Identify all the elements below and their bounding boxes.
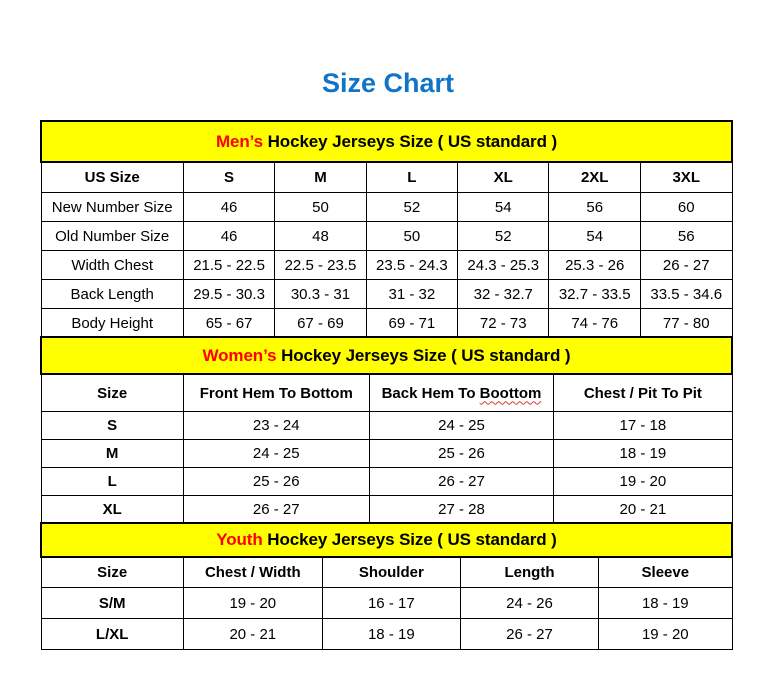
- table-cell: 19 - 20: [599, 619, 732, 650]
- table-row: [41, 440, 732, 468]
- table-row: [41, 280, 732, 309]
- table-cell: 24 - 25: [183, 440, 369, 468]
- table-row: [41, 309, 732, 338]
- table-cell: 24.3 - 25.3: [458, 251, 549, 280]
- table-cell: 24 - 25: [369, 412, 553, 440]
- column-header: Length: [460, 557, 598, 588]
- column-header: Size: [41, 557, 183, 588]
- table-cell: 56: [640, 222, 732, 251]
- table-cell: 56: [549, 193, 640, 222]
- table-cell: 23 - 24: [183, 412, 369, 440]
- table-cell: 32.7 - 33.5: [549, 280, 640, 309]
- womens-section-banner: [41, 337, 732, 374]
- column-header-with-typo: [369, 374, 553, 412]
- table-row: [41, 251, 732, 280]
- table-cell: 48: [275, 222, 366, 251]
- table-cell: 69 - 71: [366, 309, 457, 338]
- table-cell: 30.3 - 31: [275, 280, 366, 309]
- mens-header-row: [41, 162, 732, 193]
- youth-section-banner: [41, 523, 732, 557]
- table-cell: 27 - 28: [369, 496, 553, 524]
- table-cell: 18 - 19: [322, 619, 460, 650]
- womens-banner-row: [41, 337, 732, 374]
- row-label: S: [41, 412, 183, 440]
- youth-banner-highlight: Youth: [216, 530, 263, 549]
- table-cell: 29.5 - 30.3: [183, 280, 274, 309]
- table-cell: 33.5 - 34.6: [640, 280, 732, 309]
- table-cell: 24 - 26: [460, 588, 598, 619]
- table-cell: 25 - 26: [183, 468, 369, 496]
- page-title: Size Chart: [321, 68, 455, 98]
- table-cell: 20 - 21: [183, 619, 322, 650]
- row-label: Body Height: [41, 309, 183, 338]
- mens-section-banner: [41, 121, 732, 162]
- column-header: L: [366, 162, 457, 193]
- table-row: [41, 468, 732, 496]
- table-cell: 25.3 - 26: [549, 251, 640, 280]
- table-cell: 32 - 32.7: [458, 280, 549, 309]
- row-label: Back Length: [41, 280, 183, 309]
- column-header: Shoulder: [322, 557, 460, 588]
- table-cell: 18 - 19: [599, 588, 732, 619]
- row-label: L: [41, 468, 183, 496]
- womens-header-row: [41, 374, 732, 412]
- table-cell: 25 - 26: [369, 440, 553, 468]
- youth-banner-text: Hockey Jerseys Size ( US standard ): [267, 530, 557, 549]
- column-header: US Size: [41, 162, 183, 193]
- youth-size-table: [40, 522, 733, 650]
- table-cell: 26 - 27: [183, 496, 369, 524]
- table-cell: 52: [458, 222, 549, 251]
- table-cell: 54: [549, 222, 640, 251]
- mens-banner-row: [41, 121, 732, 162]
- table-cell: 54: [458, 193, 549, 222]
- column-header: Chest / Pit To Pit: [554, 374, 732, 412]
- table-cell: 67 - 69: [275, 309, 366, 338]
- table-row: [41, 412, 732, 440]
- table-cell: 60: [640, 193, 732, 222]
- table-cell: 16 - 17: [322, 588, 460, 619]
- mens-banner-text: Hockey Jerseys Size ( US standard ): [267, 131, 558, 151]
- table-cell: 31 - 32: [366, 280, 457, 309]
- youth-header-row: [41, 557, 732, 588]
- table-cell: 72 - 73: [458, 309, 549, 338]
- column-header: Size: [41, 374, 183, 412]
- column-header: Chest / Width: [183, 557, 322, 588]
- row-label: XL: [41, 496, 183, 524]
- table-cell: 23.5 - 24.3: [366, 251, 457, 280]
- table-cell: 50: [275, 193, 366, 222]
- column-header: Sleeve: [599, 557, 732, 588]
- table-row: [41, 619, 732, 650]
- table-cell: 77 - 80: [640, 309, 732, 338]
- table-cell: 74 - 76: [549, 309, 640, 338]
- table-cell: 19 - 20: [183, 588, 322, 619]
- table-cell: 52: [366, 193, 457, 222]
- size-chart: [40, 120, 733, 650]
- misspelled-word: Boottom: [479, 384, 542, 402]
- column-header: M: [275, 162, 366, 193]
- row-label: Width Chest: [41, 251, 183, 280]
- table-row: [41, 588, 732, 619]
- womens-banner-highlight: Women’s: [202, 345, 277, 365]
- row-label: L/XL: [41, 619, 183, 650]
- table-cell: 21.5 - 22.5: [183, 251, 274, 280]
- table-cell: 65 - 67: [183, 309, 274, 338]
- row-label: M: [41, 440, 183, 468]
- row-label: Old Number Size: [41, 222, 183, 251]
- table-cell: 20 - 21: [554, 496, 732, 524]
- table-cell: 26 - 27: [640, 251, 732, 280]
- mens-size-table: [40, 120, 733, 338]
- column-header: XL: [458, 162, 549, 193]
- column-header-text: Back Hem To: [381, 384, 476, 402]
- table-cell: 26 - 27: [369, 468, 553, 496]
- youth-banner-row: [41, 523, 732, 557]
- column-header: 2XL: [549, 162, 640, 193]
- row-label: New Number Size: [41, 193, 183, 222]
- column-header: 3XL: [640, 162, 732, 193]
- table-cell: 46: [183, 222, 274, 251]
- table-row: [41, 222, 732, 251]
- table-cell: 26 - 27: [460, 619, 598, 650]
- row-label: S/M: [41, 588, 183, 619]
- table-row: [41, 193, 732, 222]
- table-row: [41, 496, 732, 524]
- womens-size-table: [40, 336, 733, 524]
- table-cell: 18 - 19: [554, 440, 732, 468]
- column-header: S: [183, 162, 274, 193]
- table-cell: 17 - 18: [554, 412, 732, 440]
- womens-banner-text: Hockey Jerseys Size ( US standard ): [281, 345, 571, 365]
- table-cell: 46: [183, 193, 274, 222]
- table-cell: 22.5 - 23.5: [275, 251, 366, 280]
- mens-banner-highlight: Men’s: [215, 131, 263, 151]
- column-header: Front Hem To Bottom: [183, 374, 369, 412]
- table-cell: 19 - 20: [554, 468, 732, 496]
- table-cell: 50: [366, 222, 457, 251]
